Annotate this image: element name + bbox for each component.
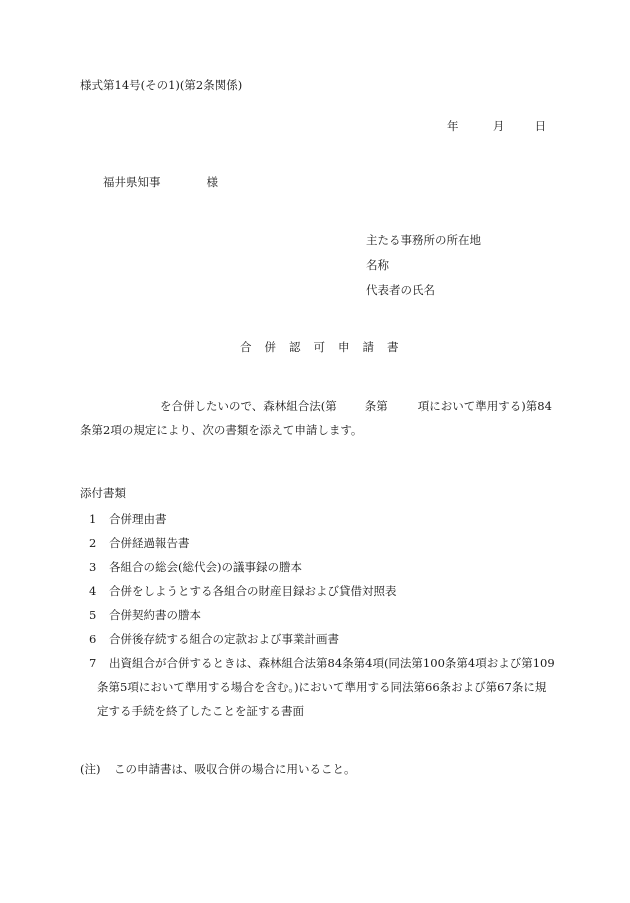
attachment-text: 合併後存続する組合の定款および事業計画書 [109, 632, 339, 646]
attachments-list [89, 514, 555, 730]
body-text-part1: を合併したいので、森林組合法(第 [160, 399, 337, 413]
date-year-label: 年 [447, 119, 459, 133]
attachment-text: 合併をしようとする各組合の財産目録および貸借対照表 [109, 584, 397, 598]
body-text-part3: 項において準用する)第84 [417, 399, 552, 413]
sender-fields [366, 235, 481, 310]
attachment-text-continuation: 条第5項において準用する場合を含む。)において準用する同法第66条および第67条に規 [97, 680, 547, 694]
attachment-number: 6 [89, 632, 97, 646]
body-text-part2: 条第 [364, 399, 388, 413]
attachment-number: 5 [89, 608, 97, 622]
addressee [103, 177, 218, 189]
attachment-text: 出資組合が合併するときは、森林組合法第84条第4項(同法第100条第4項および第109 [109, 656, 555, 670]
attachment-text: 合併経過報告書 [109, 536, 190, 550]
attachment-item [89, 586, 555, 610]
attachment-text: 合併契約書の謄本 [109, 608, 201, 622]
attachments-heading: 添付書類 [80, 486, 126, 500]
attachment-item [89, 634, 555, 658]
note-label: (注) [80, 762, 101, 776]
note-text: この申請書は、吸収合併の場合に用いること。 [114, 762, 356, 776]
attachment-text-continuation: 定する手続を終了したことを証する書面 [97, 704, 304, 718]
attachment-item [89, 514, 555, 538]
attachment-number: 3 [89, 560, 97, 574]
body-text-line2: 条第2項の規定により、次の書類を添えて申請します。 [80, 423, 363, 437]
sender-address-label: 主たる事務所の所在地 [366, 233, 481, 247]
attachment-number: 7 [89, 656, 97, 670]
attachment-item [89, 658, 555, 682]
sender-name-label: 名称 [366, 258, 389, 272]
date-month-label: 月 [492, 119, 505, 133]
attachment-text: 各組合の総会(総代会)の議事録の謄本 [109, 560, 302, 574]
addressee-honorific: 様 [206, 175, 218, 189]
addressee-name: 福井県知事 [103, 175, 161, 189]
attachment-item [89, 538, 555, 562]
note [80, 764, 356, 776]
attachment-number: 2 [89, 536, 97, 550]
document-title: 合併認可申請書 [240, 340, 412, 354]
attachment-item [89, 610, 555, 634]
body-text-line1 [160, 401, 552, 413]
attachment-number: 4 [89, 584, 97, 598]
date-day-label: 日 [534, 119, 547, 133]
attachment-item [89, 562, 555, 586]
date-line [447, 121, 546, 133]
attachment-number: 1 [89, 512, 97, 526]
attachment-text: 合併理由書 [109, 512, 167, 526]
sender-representative-label: 代表者の氏名 [366, 283, 435, 297]
form-number: 様式第14号(その1)(第2条関係) [80, 78, 243, 92]
